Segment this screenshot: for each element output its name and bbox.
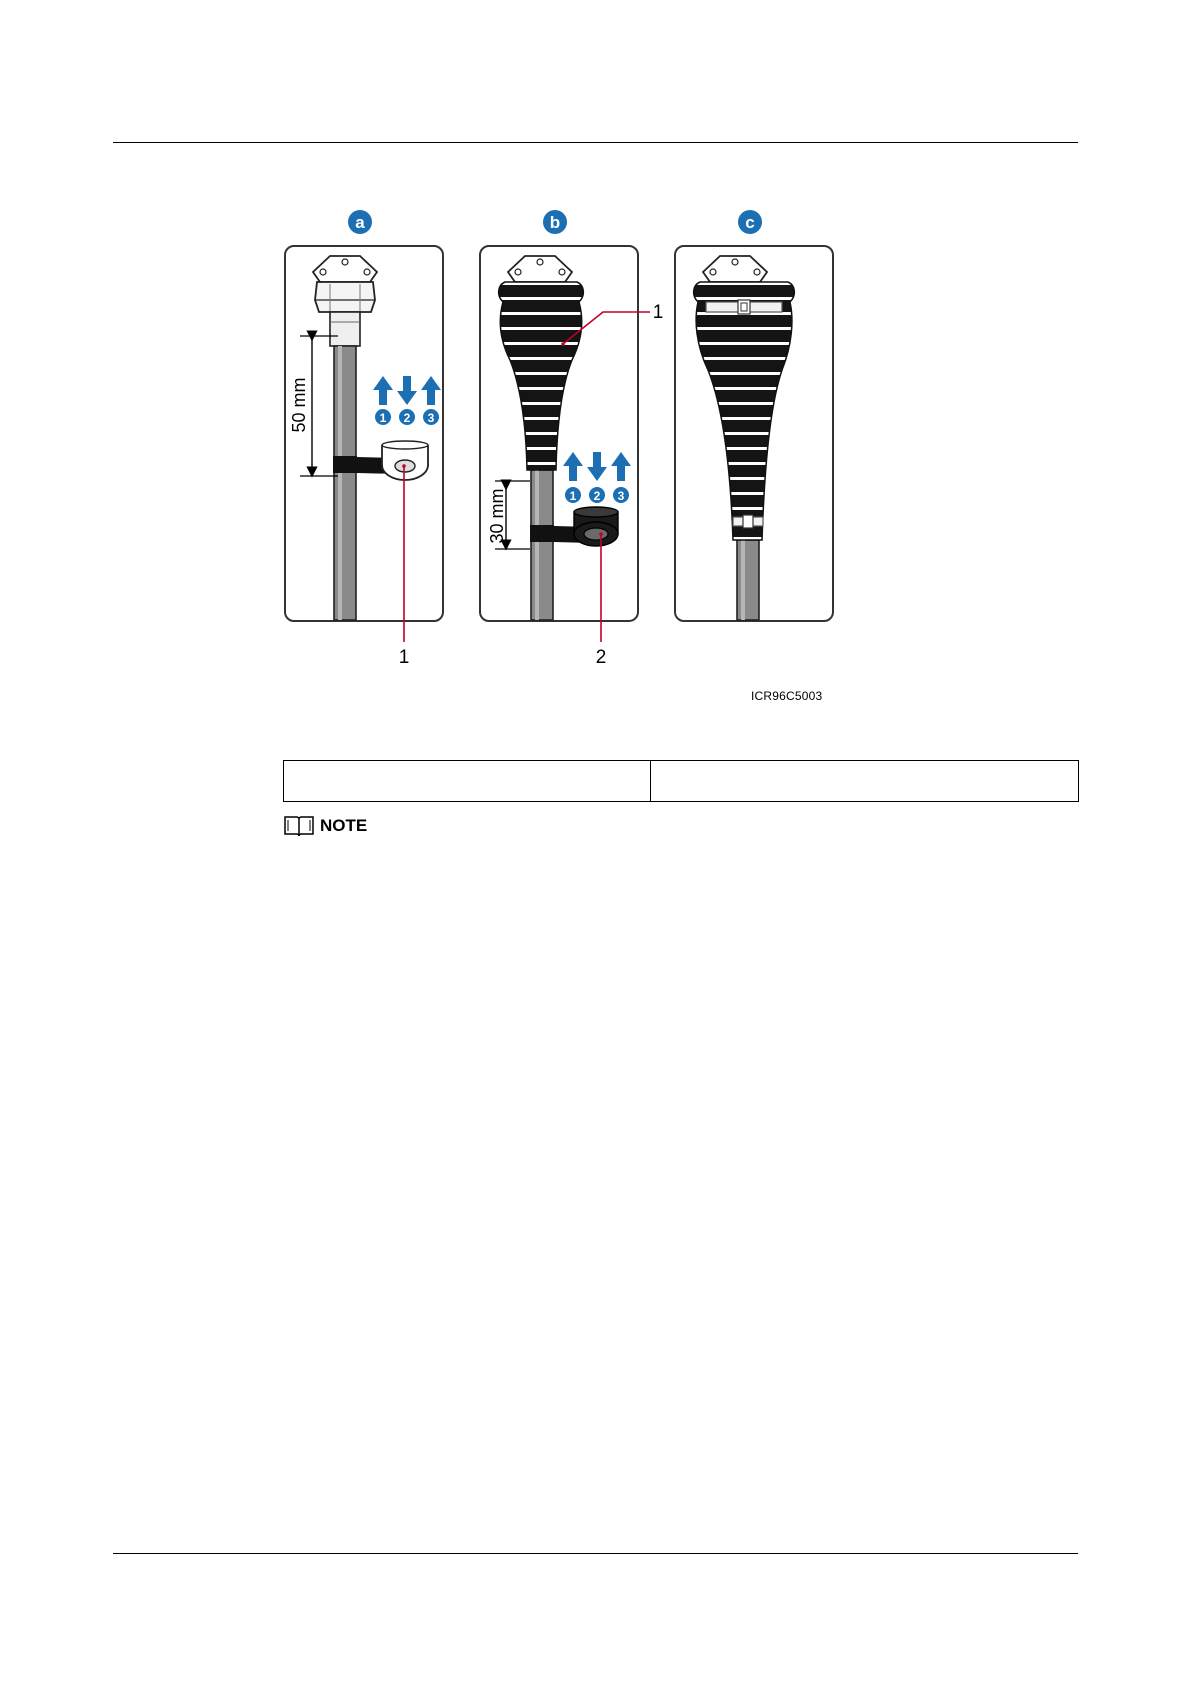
svg-text:2: 2 [403, 411, 411, 425]
svg-text:1: 1 [569, 489, 577, 503]
note-label: NOTE [320, 816, 368, 835]
panel-label-a [348, 210, 372, 234]
figure-code: ICR96C5003 [751, 689, 823, 703]
footer-rule [113, 1553, 1078, 1554]
svg-text:a: a [355, 213, 365, 232]
panel-label-b [543, 210, 567, 234]
svg-text:30 mm: 30 mm [487, 488, 507, 544]
svg-text:50 mm: 50 mm [289, 377, 309, 433]
svg-text:3: 3 [617, 489, 625, 503]
svg-text:c: c [745, 213, 755, 232]
callout-number-1-a: 1 [398, 647, 410, 668]
svg-text:b: b [549, 213, 561, 232]
callout-number-2-b: 2 [595, 647, 607, 668]
svg-text:2: 2 [593, 489, 601, 503]
svg-text:3: 3 [427, 411, 435, 425]
step-arrows-a [373, 376, 441, 425]
legend-cell [284, 761, 651, 802]
legend-cell [651, 761, 1079, 802]
taping-figure [0, 0, 1191, 720]
panel-label-c [738, 210, 762, 234]
legend-table [283, 760, 1079, 802]
note-heading [283, 814, 367, 838]
callout-number-1-b: 1 [652, 302, 664, 323]
step-arrows-b [563, 452, 631, 503]
book-icon [283, 814, 315, 838]
svg-text:1: 1 [379, 411, 387, 425]
